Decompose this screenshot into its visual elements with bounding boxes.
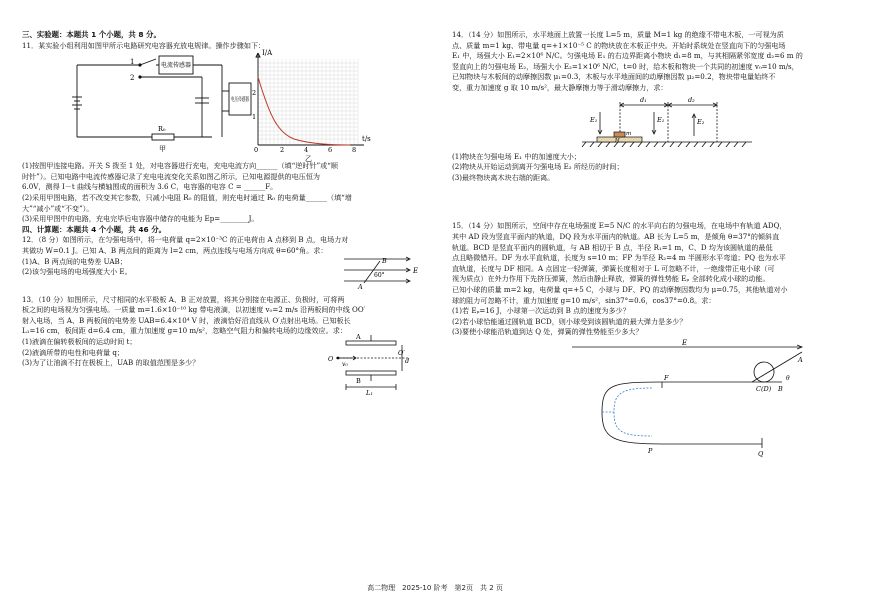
q11-part1-line1: (1)按图甲连接电路。开关 S 拨至 1 处，对电容器进行充电，充电电流方向______（填“逆时针”或“顺	[22, 161, 338, 171]
q13-line2: 板之间的电场视为匀强电场。一质量 m=1.6×10⁻¹⁰ kg 带电液滴，以初速度 v₀=2 m/s 沿两板间的中线 OO′	[22, 305, 366, 315]
q13-part2: (2)液滴所带的电性和电荷量 q；	[22, 347, 124, 357]
q14-line1: 14．（14 分）如图所示，水平地面上放置一长度 L=5 m，质量 M=1 kg 的绝缘不带电木板，一可视为质	[452, 30, 784, 39]
graph-ytick-2: 2	[252, 89, 257, 98]
q15-field-label: E	[682, 338, 688, 347]
q15-part3: (3)要使小球能沿轨道到达 Q 处，弹簧的弹性势能至少多大？	[452, 327, 643, 337]
q14-d2-label: d₂	[688, 95, 695, 104]
graph-ytick-1: 1	[252, 113, 257, 122]
q14-e1-left-label: E₁	[590, 115, 598, 124]
q11-figures	[22, 49, 426, 164]
resistor-r0	[152, 134, 174, 140]
q14-part1: (1)物块在匀强电场 E₁ 中的加速度大小；	[452, 151, 581, 161]
q15-line5: 直轨道，长度与 DF 相同。A 点固定一轻弹簧，弹簧长度相对于 L 可忽略不计，一绝缘带正电小球（可	[452, 263, 775, 273]
graph-xtick-0: 0	[254, 146, 259, 155]
q15-point-a: A	[798, 355, 803, 364]
q11-circuit-diagram	[62, 51, 267, 161]
q13-line1: 13．（10 分）如图所示，尺寸相同的水平极板 A、B 正对放置，将其分别接在电源正、负极时，可将两	[22, 294, 345, 304]
graph-xtick-4: 4	[304, 146, 309, 155]
q12-block	[22, 256, 426, 291]
q11-current-time-graph	[250, 45, 380, 164]
q12-line1: 12．（8 分）如图所示，在匀强电场中，将一电荷量 q=2×10⁻³C 的正电荷由 A 点移到 B 点，电场力对	[22, 235, 349, 245]
plate-a	[346, 341, 396, 345]
q14-e2-label: E₂	[697, 117, 705, 126]
q12-line2: 其做功 W=0.1 J。已知 A、B 两点间的距离为 l=2 cm，两点连线与电场方向成 θ=60°角。求：	[22, 245, 328, 255]
q11-part1-line2: 时针”）。已知电路中电流传感器记录了充电电流变化关系如图乙所示，已知电源提供的电压恒为	[22, 171, 321, 181]
graph-x-axis-label: t/s	[362, 135, 371, 144]
q13-line4: L₁=16 cm，板间距 d=6.4 cm，重力加速度 g=10 m/s²，忽略空气阻力和偏转电场的边缘效应。求：	[22, 326, 347, 336]
q12-part2: (2)该匀强电场的电场强度大小 E。	[22, 267, 132, 277]
q13-point-o-prime: O′	[398, 348, 405, 357]
q13-plate-a-label: A	[356, 332, 361, 341]
graph-y-axis-label: I/A	[262, 49, 273, 58]
q14-board-mass-label: M	[615, 138, 620, 144]
q12-field-diagram	[340, 253, 420, 291]
graph-xtick-6: 6	[328, 146, 333, 155]
q13-point-o: O	[328, 354, 334, 363]
q12-part1: (1)A、B 两点间的电势差 UAB；	[22, 256, 127, 266]
q15-line1: 15．（14 分）如图所示，空间中存在电场强度 E=5 N/C 的水平向右的匀强电场，在电场中有轨道 ADQ，	[452, 221, 787, 231]
q12-angle-label: 60°	[374, 271, 385, 279]
q15-point-b: B	[778, 384, 783, 393]
q14-line4: 竖直向上的匀强电场 E₂，场强大小 E₂=1×10⁶ N/C，t=0 时，给木板和物块一个共同的初速度 v₀=10 m/s，	[452, 61, 799, 71]
graph-xtick-8: 8	[352, 146, 357, 155]
q15-point-f: F	[664, 373, 669, 382]
q13-plates-diagram	[326, 331, 418, 397]
q14-line2: 点、质量 m=1 kg、带电量 q=+1×10⁻⁵ C 的物块放在木板正中央。开始时系统处在竖直向下的匀强电场	[452, 40, 786, 50]
q11-intro: 11．某实验小组利用如图甲所示电路研究电容器充放电规律。操作步骤如下：	[22, 40, 266, 50]
switch-label-1: 1	[130, 58, 135, 67]
q13-line3: 射入电场，当 A、B 两板间的电势差 UAB=6.4×10⁴ V 时，液滴恰好沿直线从 O′点射出电场。已知板长	[22, 315, 351, 325]
q14-line6: 变，重力加速度 g 取 10 m/s²，最大静摩擦力等于滑动摩擦力，求：	[452, 82, 668, 92]
q14-d1-label: d₁	[640, 95, 647, 104]
q14-block	[614, 132, 625, 137]
q15-part1: (1)若 Eₚ=16 J，小球第一次运动到 B 点的速度为多少？	[452, 306, 630, 316]
q13-plate-b-label: B	[356, 376, 361, 385]
q13-part1: (1)液滴在偏转极板间的运动时间 t；	[22, 336, 137, 346]
q15-point-q: Q	[758, 449, 764, 458]
q12-field-label: E	[413, 266, 419, 275]
circuit-caption: 甲	[159, 145, 166, 154]
voltage-sensor-label: 电压传感器	[231, 97, 259, 104]
q15-part2: (2)若小球恰能通过圆轨道 BCD，则小球受到该圆轨道的最大弹力是多少？	[452, 316, 687, 326]
q15-point-p: P	[648, 446, 653, 455]
current-sensor-label: 电流传感器	[161, 62, 192, 70]
q13-gap-label: d	[405, 356, 410, 365]
q15-line7: 已知小球的质量 m=2 kg，电荷量 q=+5 C，小球与 DF、PQ 的动摩擦因数均为 μ=0.75，其他轨道对小	[452, 284, 788, 294]
q14-block-mass-label: m	[626, 130, 632, 137]
q15-line2: 其中 AD 段为竖直平面内的轨道，DQ 段为水平面内的轨道。AB 长为 L=5 m，是倾角 θ=37°的倾斜直	[452, 231, 780, 241]
q14-board-diagram	[452, 94, 848, 152]
q14-e1-right-label: E₁	[657, 115, 665, 124]
q11-part3: (3)采用甲图中的电路，充电完毕后电容器中储存的电能为 Ep=________J。	[22, 214, 259, 224]
q12-point-a: A	[358, 282, 363, 291]
graph-xtick-2: 2	[280, 146, 285, 155]
q15-track-diagram	[452, 338, 848, 458]
graph-caption: 乙	[305, 155, 312, 164]
resistor-label: R₀	[158, 125, 166, 134]
q15-line6: 视为质点）在外力作用下先挤压弹簧，然后由静止释放，弹簧的弹性势能 Eₚ 全部转化成小球的动能。	[452, 274, 770, 284]
q13-velocity-label: v₀	[342, 360, 348, 368]
q15-point-cd: C(D)	[756, 384, 772, 393]
left-column	[22, 30, 426, 401]
q15-line4: 点且略微错开。DF 为水平直轨道，长度为 s=10 m；FP 为半径 R₂=4 m 半圆形水平弯道；PQ 也为水平	[452, 253, 786, 263]
q15-line8: 球的阻力可忽略不计，重力加速度 g=10 m/s²，sin37°=0.6，cos37°=0.8。求：	[452, 295, 716, 305]
switch-label-2: 2	[130, 74, 135, 83]
page-footer: 高二物理 2025-10 阶考 第2页 共 2 页	[367, 584, 503, 592]
q15-line3: 轨道。BCD 是竖直平面内的圆轨道，与 AB 相切于 B 点，半径 R₁=1 m，C、D 均为该圆轨道的最低	[452, 242, 773, 252]
plate-b	[346, 371, 396, 375]
q15-angle-theta: θ	[786, 374, 790, 382]
q11-part1-line3: 6.0V，测得 I－t 曲线与横轴围成的面积为 3.6 C，电容器的电容 C = ______F。	[22, 182, 278, 192]
q12-point-b: B	[382, 256, 387, 265]
q14-part2: (2)物块从开始运动到离开匀强电场 E₂ 所经历的时间；	[452, 162, 624, 172]
q14-part3: (3)最终物块离木块右端的距离。	[452, 172, 555, 182]
q14-line3: E₁ 中，场强大小 E₁=2×10⁶ N/C。匀强电场 E₁ 的右边界距离小物块 d₁=8 m，与其相隔紧邻宽度 d₂=6 m 的	[452, 51, 803, 61]
q14-line5: 已知物块与木板间的动摩擦因数 μ₁=0.3，木板与水平地面间的动摩擦因数 μ₂=0.2，物块带电量始终不	[452, 72, 776, 82]
section-4-heading: 四、计算题：本题共 4 个小题，共 46 分。	[22, 224, 166, 234]
section-3-heading: 三、实验题：本题共 1 个小题，共 8 分。	[22, 30, 161, 39]
q13-length-label: L₁	[366, 388, 373, 397]
q11-part2-line1: (2)采用甲图电路，若不改变其它参数，只减小电阻 R₀ 的阻值，则充电时通过 R₀ 的电荷量______（填“增	[22, 192, 352, 202]
right-column	[452, 30, 848, 458]
q13-block	[22, 332, 426, 401]
q13-part3: (3)为了让油滴不打在极板上，UAB 的取值范围是多少？	[22, 358, 200, 368]
q11-part2-line2: 大”“减小”或“不变”）。	[22, 203, 94, 213]
